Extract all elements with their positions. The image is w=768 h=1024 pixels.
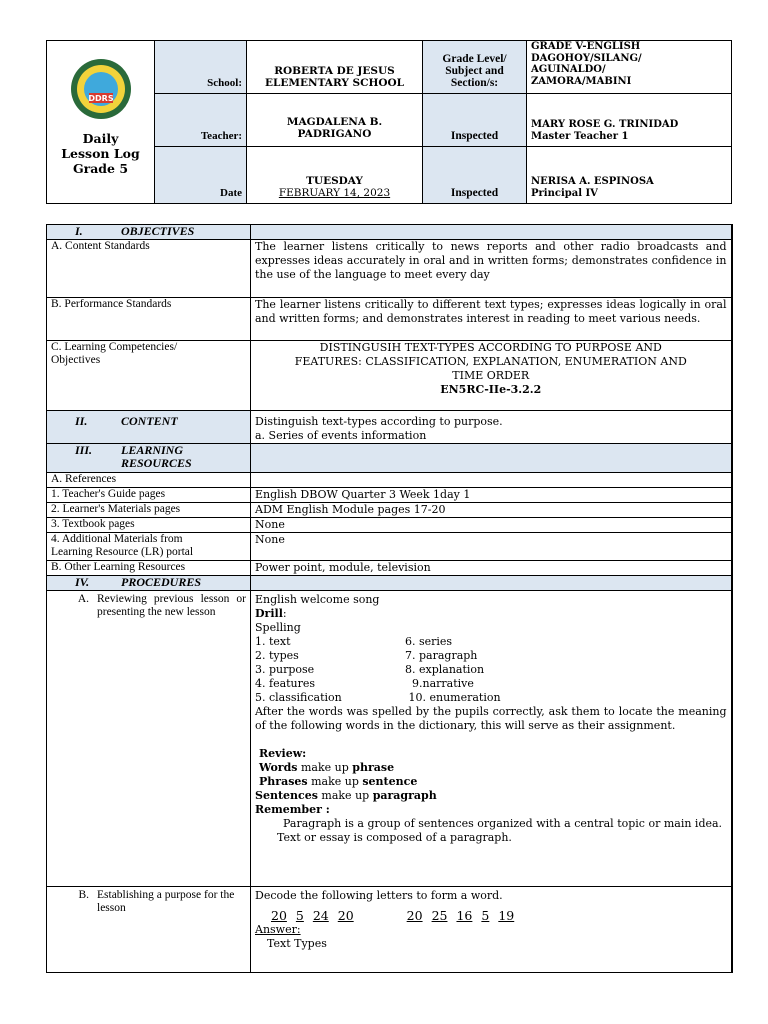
content-standards-text: The learner listens critically to news reports and other radio broadcasts and expresses ideas accurately in oral and in written forms; demonstrates confidence in the use of the language to meet every day xyxy=(251,240,732,298)
performance-standards-text: The learner listens critically to different text types; expresses ideas logically in oral and written forms; and demonstrates interest in reading to meet various needs. xyxy=(251,298,732,341)
remember-2: Text or essay is composed of a paragraph. xyxy=(277,831,512,844)
tg-value: English DBOW Quarter 3 Week 1day 1 xyxy=(251,488,732,503)
grade-value: GRADE V-ENGLISH DAGOHOY/SILANG/ AGUINALDO/ ZAMORA/MABINI xyxy=(527,41,732,94)
spelling-row: 2. types 7. paragraph xyxy=(255,649,478,662)
school-logo xyxy=(69,57,133,121)
additional-label: 4. Additional Materials from Learning Resource (LR) portal xyxy=(47,533,251,561)
tg-label: 1. Teacher's Guide pages xyxy=(47,488,251,503)
procedure-a-label: A. Reviewing previous lesson or presenting the new lesson xyxy=(47,591,251,887)
table-row xyxy=(47,591,732,887)
title-line-2: Lesson Log xyxy=(61,145,140,161)
textbook-value: None xyxy=(251,518,732,533)
decode-instruction: Decode the following letters to form a word. xyxy=(255,889,503,902)
content-heading: II. CONTENT xyxy=(47,411,251,444)
date-value: TUESDAY FEBRUARY 14, 2023 xyxy=(247,147,423,204)
objectives-row xyxy=(47,225,732,240)
school-value: ROBERTA DE JESUS ELEMENTARY SCHOOL xyxy=(247,41,423,94)
table-row xyxy=(47,488,732,503)
answer-label: Answer: xyxy=(255,923,301,936)
inspected-label-1: Inspected xyxy=(423,94,527,147)
table-row xyxy=(47,518,732,533)
procedures-heading: IV. PROCEDURES xyxy=(47,576,251,591)
competencies-label: C. Learning Competencies/ Objectives xyxy=(47,341,251,411)
spelling-row: 1. text 6. series xyxy=(255,635,453,648)
additional-value: None xyxy=(251,533,732,561)
lesson-table xyxy=(46,224,733,973)
lm-label: 2. Learner's Materials pages xyxy=(47,503,251,518)
textbook-label: 3. Textbook pages xyxy=(47,518,251,533)
procedures-row xyxy=(47,576,732,591)
remember-label: Remember : xyxy=(255,803,330,816)
objectives-heading: I. OBJECTIVES xyxy=(47,225,251,240)
review-line: Sentences make up paragraph xyxy=(255,789,437,802)
review-label: Review: xyxy=(259,747,307,760)
table-row xyxy=(47,503,732,518)
procedure-b-content xyxy=(251,887,732,973)
table-row xyxy=(47,887,732,973)
table-row xyxy=(47,561,732,576)
lm-value: ADM English Module pages 17-20 xyxy=(251,503,732,518)
spelling-row: 3. purpose 8. explanation xyxy=(255,663,485,676)
table-row xyxy=(47,341,732,411)
school-label: School: xyxy=(155,41,247,94)
teacher-value: MAGDALENA B. PADRIGANO xyxy=(247,94,423,147)
code-numbers: 20 5 24 20 20 25 16 5 19 xyxy=(271,908,515,923)
logo-text: DDRS xyxy=(87,93,114,103)
header-table xyxy=(46,40,732,204)
other-resources-value: Power point, module, television xyxy=(251,561,732,576)
review-line: Words make up phrase xyxy=(259,761,395,774)
other-resources-label: B. Other Learning Resources xyxy=(47,561,251,576)
title-line-1: Daily xyxy=(82,130,119,146)
procedure-a-content: English welcome song Drill: Spelling 1. text 6. series 2. types 7. paragraph 3. purpose 8. explanation 4. features 9.narrative 5. classification 10. enumeration After the words was spelled by the pupils correctly, ask them to locate the meaning of the following words in the dictionary, this will serve as their assignment. Review: Words make up phrase Phrases make up sentence Sentences make up paragraph Remember : Paragraph is a group of sentences organized with a central topic or main idea. Text or essay is composed of a paragraph. xyxy=(251,591,732,887)
resources-row xyxy=(47,444,732,473)
table-row xyxy=(47,533,732,561)
grade-label: Grade Level/ Subject and Section/s: xyxy=(423,41,527,94)
inspector-1: MARY ROSE G. TRINIDAD Master Teacher 1 xyxy=(527,94,732,147)
table-row xyxy=(47,240,732,298)
date-label: Date xyxy=(155,147,247,204)
references-label: A. References xyxy=(47,473,251,488)
spelling-row: 4. features 9.narrative xyxy=(255,677,474,690)
answer-value: Text Types xyxy=(267,937,327,950)
spelling-row: 5. classification 10. enumeration xyxy=(255,691,501,704)
content-standards-label: A. Content Standards xyxy=(47,240,251,298)
title-cell xyxy=(47,41,155,204)
performance-standards-label: B. Performance Standards xyxy=(47,298,251,341)
inspected-label-2: Inspected xyxy=(423,147,527,204)
remember-1: Paragraph is a group of sentences organized with a central topic or main idea. xyxy=(283,817,723,830)
procedure-b-label: B. Establishing a purpose for the lesson xyxy=(47,887,251,973)
table-row xyxy=(47,298,732,341)
inspector-2: NERISA A. ESPINOSA Principal IV xyxy=(527,147,732,204)
resources-heading: III. LEARNING RESOURCES xyxy=(47,444,251,473)
content-text: Distinguish text-types according to purpose. a. Series of events information xyxy=(251,411,732,444)
review-line: Phrases make up sentence xyxy=(259,775,418,788)
title-line-3: Grade 5 xyxy=(72,160,129,176)
teacher-label: Teacher: xyxy=(155,94,247,147)
content-row xyxy=(47,411,732,444)
assignment-text: After the words was spelled by the pupils correctly, ask them to locate the meaning of the following words in the dictionary, this will serve as their assignment. xyxy=(255,705,727,732)
competency-code: EN5RC-IIe-3.2.2 xyxy=(440,383,542,396)
table-row xyxy=(47,473,732,488)
competencies-text: DISTINGUSIH TEXT-TYPES ACCORDING TO PURPOSE AND FEATURES: CLASSIFICATION, EXPLANATION, ENUMERATION AND TIME ORDER EN5RC-IIe-3.2.2 xyxy=(251,341,732,411)
